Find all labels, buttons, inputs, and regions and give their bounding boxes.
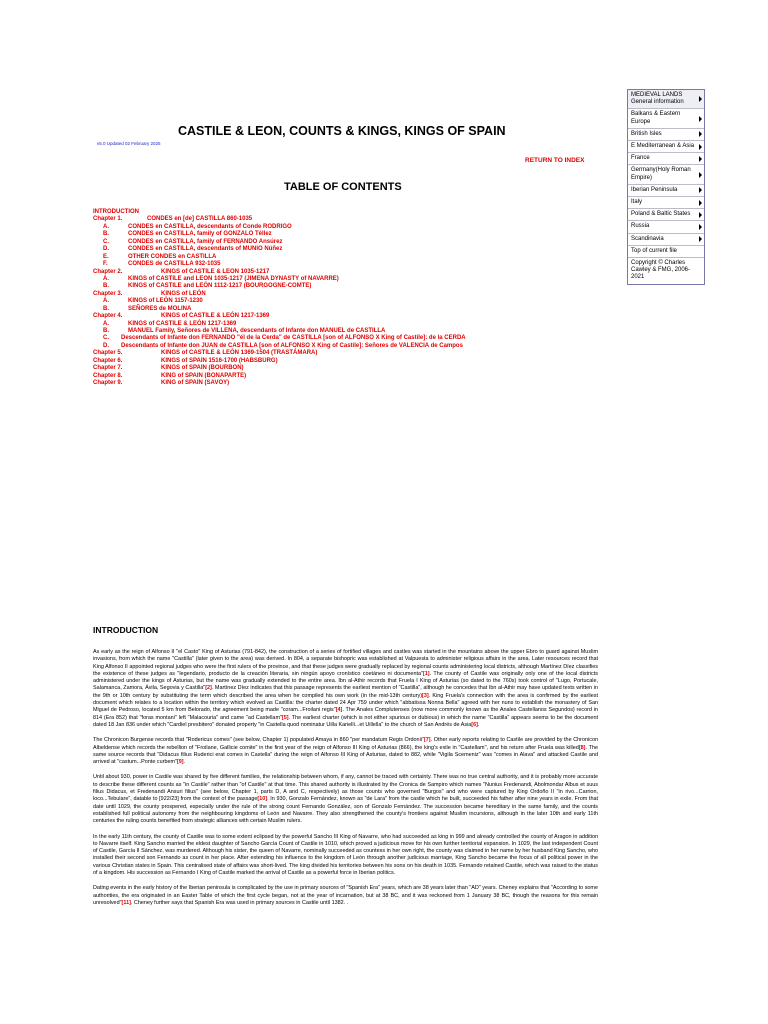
footnote-link[interactable]: [6] [471,721,478,728]
toc-entry-label: A. [103,298,109,305]
toc-entry-label: B. [103,305,109,312]
submenu-arrow-icon [699,172,702,178]
submenu-arrow-icon [699,236,702,242]
intro-paragraph [93,774,598,825]
nav-menu-item[interactable] [628,197,704,209]
footnote-link[interactable]: [5] [281,714,289,721]
toc-entry[interactable] [93,306,598,313]
nav-menu-item-label: France [631,155,650,162]
paragraph-text: . In 930, Gonzalo Fernández, known as "de Lara" from the castle which he built, succeeded his father after nine years in exile. From that date until 1029, the county prospered, especially under the rule of the strong count Fernando González, son of Gonzalo Fernández. The succession became hereditary in the same family, and the counts established full political autonomy from the neighbouring kingdoms of León and Navarre. They also strengthened the county's frontiers against Muslim incursions, although in the later 10th and early 11th centuries the ruling counts benefited from strategic alliances with certain Muslim rulers. [93,796,599,825]
submenu-arrow-icon [699,212,702,218]
toc-entry[interactable] [93,224,598,231]
return-to-index-link[interactable]: RETURN TO INDEX [525,157,585,164]
paragraph-text: . The county of Castile was originally only one of the local districts administered under the kings of Asturias, but the name was gradually extended to the entire area. Ibn al-Athir records that Fruela I King of Asturias (so dated to the 760s) took control of "Lugo, Portucale, Salamanca, Zamora, Ávila, Segovia y Castilla" [93,670,598,692]
toc-entry-link[interactable]: KINGS of LEÓN 1157-1230 [128,298,203,305]
toc-entry-label: Chapter 3. [93,290,123,297]
nav-menu-item[interactable] [628,141,704,153]
toc-entry-label: Chapter 2. [93,268,123,275]
toc-entry-label: Chapter 9. [93,380,123,387]
toc-entry-label: Chapter 6. [93,357,123,364]
toc-entry[interactable] [93,328,598,335]
submenu-arrow-icon [699,200,702,206]
submenu-arrow-icon [699,187,702,193]
nav-menu-item[interactable] [628,153,704,165]
introduction-heading: INTRODUCTION [93,625,159,635]
toc-entry[interactable] [93,269,598,276]
paragraph-text: . King Fruela's connection with the area is confirmed by the earliest document which relates to a location within the territory which evolved as Castilla: the charter dated 24 Apr 759 under which "abbatissa Nonna Bella" agreed with her nuns to establish the monastery of San Miguel de Pedroso, located 5 km from Belorado, the agreement being made "coram...Froilani regis" [93,692,598,714]
toc-entry[interactable] [93,261,598,268]
paragraph-text: . The earliest charter (which is not either spurious or dubious) in which the name "Castilla" appears seems to be the document dated 18 Jan 836 under which "Cardiel presbitero" donated property "in Castella quod nominatur Uilla Karielli...et Uillella" to the church of San Andrés de Asia [93,714,598,728]
nav-menu-item-label: Russia [631,223,650,230]
paragraph-text: Dating events in the early history of the Iberian peninsula is complicated by the use in primary sources of "Spanish Era" years, which are 38 years later than "AD" years. Cheney explains that "According to some authorities, the era originated in an Easter Table of which the first cycle began, not at the year of incarnation, but at 38 BC, and it was reckoned from 1 January 38 BC, though the reasons for this remain unresolved" [93,885,598,906]
nav-menu-item[interactable] [628,258,704,284]
nav-menu-item[interactable] [628,185,704,197]
toc-entry-link[interactable]: CONDES en CASTILLA, descendants of Conde RODRIGO [128,223,292,230]
submenu-arrow-icon [699,224,702,230]
nav-menu-item[interactable] [628,209,704,221]
submenu-arrow-icon [699,131,702,137]
nav-menu-item-label: MEDIEVAL LANDS General information [631,92,684,106]
toc-entry-link[interactable]: KING of SPAIN (SAVOY) [161,380,230,387]
toc-entry-link[interactable]: KINGS of LEÓN [161,290,206,297]
paragraph-text: As early as the reign of Alfonso II "el Casto" King of Asturias (791-842), the construction of a series of fortified villages and castles was started in the mountains above the upper Ebro to guard against Muslim invasions, from which the name "Castilla" (later given to the area) was derived. In 804, a separate bishopric was established at Valpuesta to administer religious affairs in the area. Later resources record that King Alfonso II appointed regional judges who were the first rulers of the province, and that these judges were gradually replaced by regional counts administering local districts, although Martínez Díez classifies the existence of these judges as "legendario, producto de la creación literaria, sin ningún apoyo cronístico coetáneo ni documenta" [93,649,598,677]
toc-entry-link[interactable]: KINGS of SPAIN 1516-1700 (HABSBURG) [161,357,278,364]
toc-entry-link[interactable]: KINGS of CASTILE & LEÓN 1217-1369 [161,313,270,320]
toc-entry[interactable] [93,373,598,380]
toc-entry-link[interactable]: KINGS of CASTILE and LEON 1035-1217 (JIMENA DYNASTY of NAVARRE) [128,275,339,282]
toc-entry[interactable] [93,335,598,342]
introduction-body [93,649,598,915]
footnote-link[interactable]: [4] [335,707,343,714]
footnote-link[interactable]: [7] [423,737,431,744]
intro-paragraph [93,834,598,878]
toc-entry[interactable] [93,358,598,365]
toc-entry-label: Chapter 4. [93,313,123,320]
site-navigation-menu [627,89,705,285]
paragraph-text: . [183,759,186,766]
toc-entry-link[interactable]: KINGS of SPAIN (BOURBON) [161,365,244,372]
toc-entry-link[interactable]: MANUEL Family, Señores de VILLENA, descendants of Infante don MANUEL de CASTILLA [128,328,386,334]
toc-entry[interactable] [93,231,598,238]
toc-entry-link[interactable]: CONDES en [de] CASTILLA 860-1035 [147,216,253,223]
paragraph-text: . Cheney further says that Spanish Era was used in primary sources in Castile until 1382. . [130,899,349,906]
footnote-link[interactable]: [2] [205,685,212,692]
toc-entry[interactable] [93,298,598,305]
toc-entry-link[interactable]: SEÑORES de MOLINA [128,305,192,312]
submenu-arrow-icon [699,116,702,122]
paragraph-text: The Chronicon Burgense records that "Rodericus comes" (see below, Chapter 1) populated Amaya in 860 "per mandatum Regis Ordonii" [93,737,424,744]
toc-entry-link[interactable]: KING of SPAIN (BONAPARTE) [161,372,247,379]
footnote-link[interactable]: [1] [422,670,430,677]
toc-entry-link[interactable]: Descendants of Infante don JUAN de CASTILLA [son of ALFONSO X King of Castile]: Señores de VALENCIA de Campos [121,342,463,349]
toc-entry-label: INTRODUCTION [93,209,139,215]
toc-entry-link[interactable]: KINGS of CASTILE and LEÓN 1112-1217 (BOURGOGNE-COMTE) [128,283,312,290]
toc-entry-link[interactable]: Descendants of Infante don FERNANDO "él de la Cerda" de CASTILLA [son of ALFONSO X King of Castile]: de la CERDA [121,335,466,342]
toc-entry[interactable] [93,365,598,372]
toc-heading: TABLE OF CONTENTS [284,181,402,193]
paragraph-text: . Martínez Díez indicates that this passage represents the earliest mention of "Castilla", although he concedes that Ibn al-Athir may have updated texts written in the 9th or 10th century by substituting the term which described the area when he compiled his own work (in the mid-13th century) [93,685,599,699]
toc-entry-label: Chapter 1. [93,216,123,223]
nav-menu-item-label: Copyright © Charles Cawley & FMG, 2006-2021 [631,260,691,281]
nav-menu-item-label: Poland & Baltic States [631,211,691,218]
nav-menu-item-label: Germany(Holy Roman Empire) [631,167,691,181]
toc-entry[interactable] [93,254,598,261]
nav-menu-item[interactable] [628,129,704,141]
toc-entry[interactable] [93,239,598,246]
paragraph-text: . The same source records that "Didacus filius Ruderici erat comes in Castella" during the reign of Alfonso III King of Asturias, dated to 882, while "Vigila Scemeniz" was "comes in Alava" and attacked Castile and arrived at "castum...Ponte curbem" [93,744,598,766]
toc-entry[interactable] [93,321,598,328]
toc-entry-label: Chapter 7. [93,365,123,372]
toc-entry-label: A. [103,320,109,327]
toc-entry-link[interactable]: KINGS of CASTILE & LEÓN 1369-1504 (TRASTÁMARA) [161,350,318,357]
toc-entry-link[interactable]: KINGS of CASTILE & LEÓN 1217-1369 [128,320,237,327]
version-note: v5.0 Updated 02 February 2025 [97,141,161,146]
toc-entry-label: B. [103,328,109,334]
footnote-link[interactable]: [10] [257,796,268,803]
toc-entry-link[interactable]: CONDES en CASTILLA, descendants of MUNIO Núñez [128,246,283,253]
footnote-link[interactable]: [8] [578,744,586,751]
toc-entry[interactable] [93,209,598,216]
paragraph-text: . Other early reports relating to Castile are provided by the Chronicon Albeldense which records the rebellion of "Froilane, Gallicie comite" in the first year of the reign of Alfonso III King of Asturias (866), the king's exile in "Castellam", and his return after Fruela was killed [93,737,598,751]
nav-menu-item-label: Italy [631,199,643,206]
toc-entry-label: Chapter 8. [93,372,123,379]
toc-entry-label: D. [103,246,109,253]
toc-entry[interactable] [93,380,598,387]
nav-menu-item-label: Iberian Peninsula [631,186,678,193]
paragraph-text: Until about 930, power in Castile was shared by five different families, the relationship between whom, if any, cannot be traced with certainty. There was no true central authority, and it is probably more accurate to describe these different counts as "in Castile" rather than "of Castile" at that time. This shared authority is illustrated by the Cronica de Sampiro which names "Nunius Fredenandi, Abolmondar Albus et suus filius Didacus, et Fredenandi Ansuri filius" (see below, Chapter 1, parts D, A and C, respectively) as those counts who governed "Burgos" and who were captured by King Ordoño II "in rivo...Carrion, loco...Tebulare", datable to [922/23] from the context of the passage [93,774,598,803]
table-of-contents [93,209,598,388]
intro-paragraph [93,885,598,907]
toc-entry-label: Chapter 5. [93,350,123,357]
toc-entry-link[interactable]: KINGS of CASTILE & LEON 1035-1217 [161,268,270,275]
nav-menu-item-label: Balkans & Eastern Europe [631,111,681,125]
toc-entry-label: F. [103,261,108,268]
nav-menu-item[interactable] [628,90,704,109]
toc-entry[interactable] [93,313,598,320]
toc-entry-link[interactable]: OTHER CONDES en CASTILLA [128,253,217,260]
toc-entry-label: B. [103,231,109,238]
nav-menu-item[interactable] [628,165,704,184]
toc-entry-label: B. [103,283,109,290]
toc-entry-label: C. [103,335,109,342]
paragraph-text: . The Anales Complutenses (now more commonly known as the Anales Castellanos Segundos) record in 814 (Era 852) that "foras montani" left "Malacouria" and came "ad Castellam" [93,707,598,721]
toc-entry-label: A. [103,223,109,230]
intro-paragraph [93,737,598,766]
paragraph-text: . [477,721,480,728]
toc-entry-label: D. [103,342,109,349]
nav-menu-item[interactable] [628,221,704,233]
nav-menu-item[interactable] [628,234,704,246]
nav-menu-item[interactable] [628,246,704,258]
toc-entry-label: A. [103,275,109,282]
toc-entry-link[interactable]: CONDES en CASTILLA, family of GONZALO Téllez [128,231,272,238]
toc-entry[interactable] [93,283,598,290]
nav-menu-item-label: Scandinavia [631,235,664,242]
toc-entry-link[interactable]: CONDES de CASTILLA 932-1035 [128,261,221,268]
intro-paragraph [93,649,598,729]
toc-entry-link[interactable]: CONDES en CASTILLA, family of FERNANDO Ansúrez [128,238,283,245]
toc-entry-label: E. [103,253,109,260]
paragraph-text: In the early 11th century, the county of Castile was to some extent eclipsed by the powerful Sancho III King of Navarre, who had succeeded as king in 999 and already controlled the county of Aragon in addition to Navarre itself. King Sancho married the eldest daughter of Sancho García Count of Castile in 1010, which proved a judicious move for his own further territorial expansion. In 1029, the last independent Count of Castile, García II Sánchez, was murdered. Although his sister, the queen of Navarre, nominally succeeded as countess in her own right, the county was claimed in her name by her husband King Sancho, who installed their second son Fernando as count in her place. After extending his influence to the kingdom of León through another judicious marriage, King Sancho became the focus of all political power in the various Christian states in Spain. This centralised state of affairs was short-lived. The king divided his territories between his sons on his death in 1035. Fernando retained Castile, which was raised to the status of a kingdom. His succession as Fernando I King of Castile marked the arrival of Castile as a powerful force in Iberian politics. [93,833,598,877]
footnote-link[interactable]: [11] [121,899,131,906]
nav-menu-item-label: British Isles [631,130,662,137]
page-title: CASTILE & LEON, COUNTS & KINGS, KINGS OF SPAIN [178,124,506,138]
submenu-arrow-icon [699,144,702,150]
toc-entry[interactable] [93,246,598,253]
toc-entry[interactable] [93,216,598,223]
toc-entry[interactable] [93,350,598,357]
footnote-link[interactable]: [9] [176,759,184,766]
footnote-link[interactable]: [3] [422,692,429,699]
nav-menu-item-label: E Mediterranean & Asia [631,143,695,150]
toc-entry-label: C. [103,238,109,245]
nav-menu-item-label: Top of current file [631,247,678,254]
nav-menu-item[interactable] [628,109,704,128]
submenu-arrow-icon [699,96,702,102]
submenu-arrow-icon [699,156,702,162]
